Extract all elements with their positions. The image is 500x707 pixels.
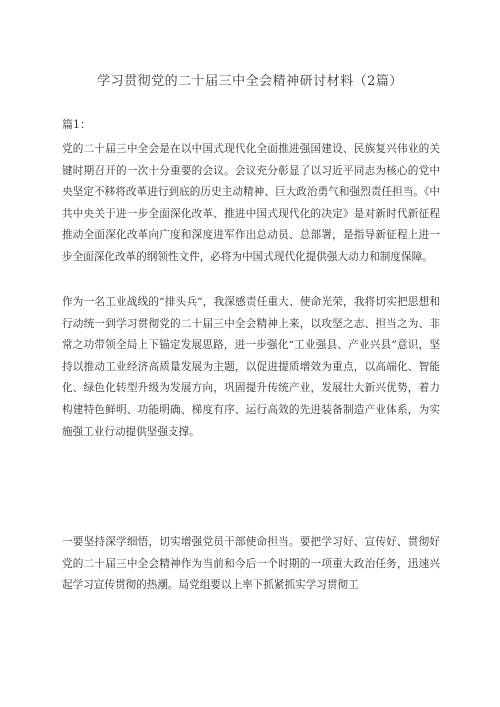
paragraph-3: 一要坚持深学细悟，切实增强党员干部使命担当。要把学习好、宣传好、贯彻好党的二十届三中全会精神作为当前和今后一个时期的一项重大政治任务，迅速兴起学习宣传贯彻的热潮。局党组要以上率下抓紧抓实学习贯彻工 [62,536,440,592]
paragraph-2: 作为一名工业战线的“排头兵”，我深感责任重大、使命光荣，我将切实把思想和行动统一到学习贯彻党的二十届三中全会精神上来，以攻坚之志、担当之为、非常之功带领全局上下锚定发展思路，进一步强化“工业强县、产业兴县”意识，坚持以推动工业经济高质量发展为主题，以促进提质增效为重点，以高端化、智能化、绿色化转型升级为发展方向，巩固提升传统产业，发展壮大新兴优势，着力构建特色鲜明、功能明确、梯度有序、运行高效的先进装备制造产业体系，为实施强工业行动提供坚强支撑。 [62,296,440,438]
paragraph-1: 党的二十届三中全会是在以中国式现代化全面推进强国建设、民族复兴伟业的关键时期召开的一次十分重要的会议。会议充分彰显了以习近平同志为核心的党中央坚定不移将改革进行到底的历史主动精神、巨大政治勇气和强烈责任担当。《中共中央关于进一步全面深化改革、推进中国式现代化的决定》是对新时代新征程推动全面深化改革向广度和深度进军作出总动员、总部署，是指导新征程上进一步全面深化改革的纲领性文件，必将为中国式现代化提供强大动力和制度保障。 [62,143,440,263]
section-label: 篇1： [62,118,91,131]
document-title: 学习贯彻党的二十届三中全会精神研讨材料（2篇） [97,74,403,89]
